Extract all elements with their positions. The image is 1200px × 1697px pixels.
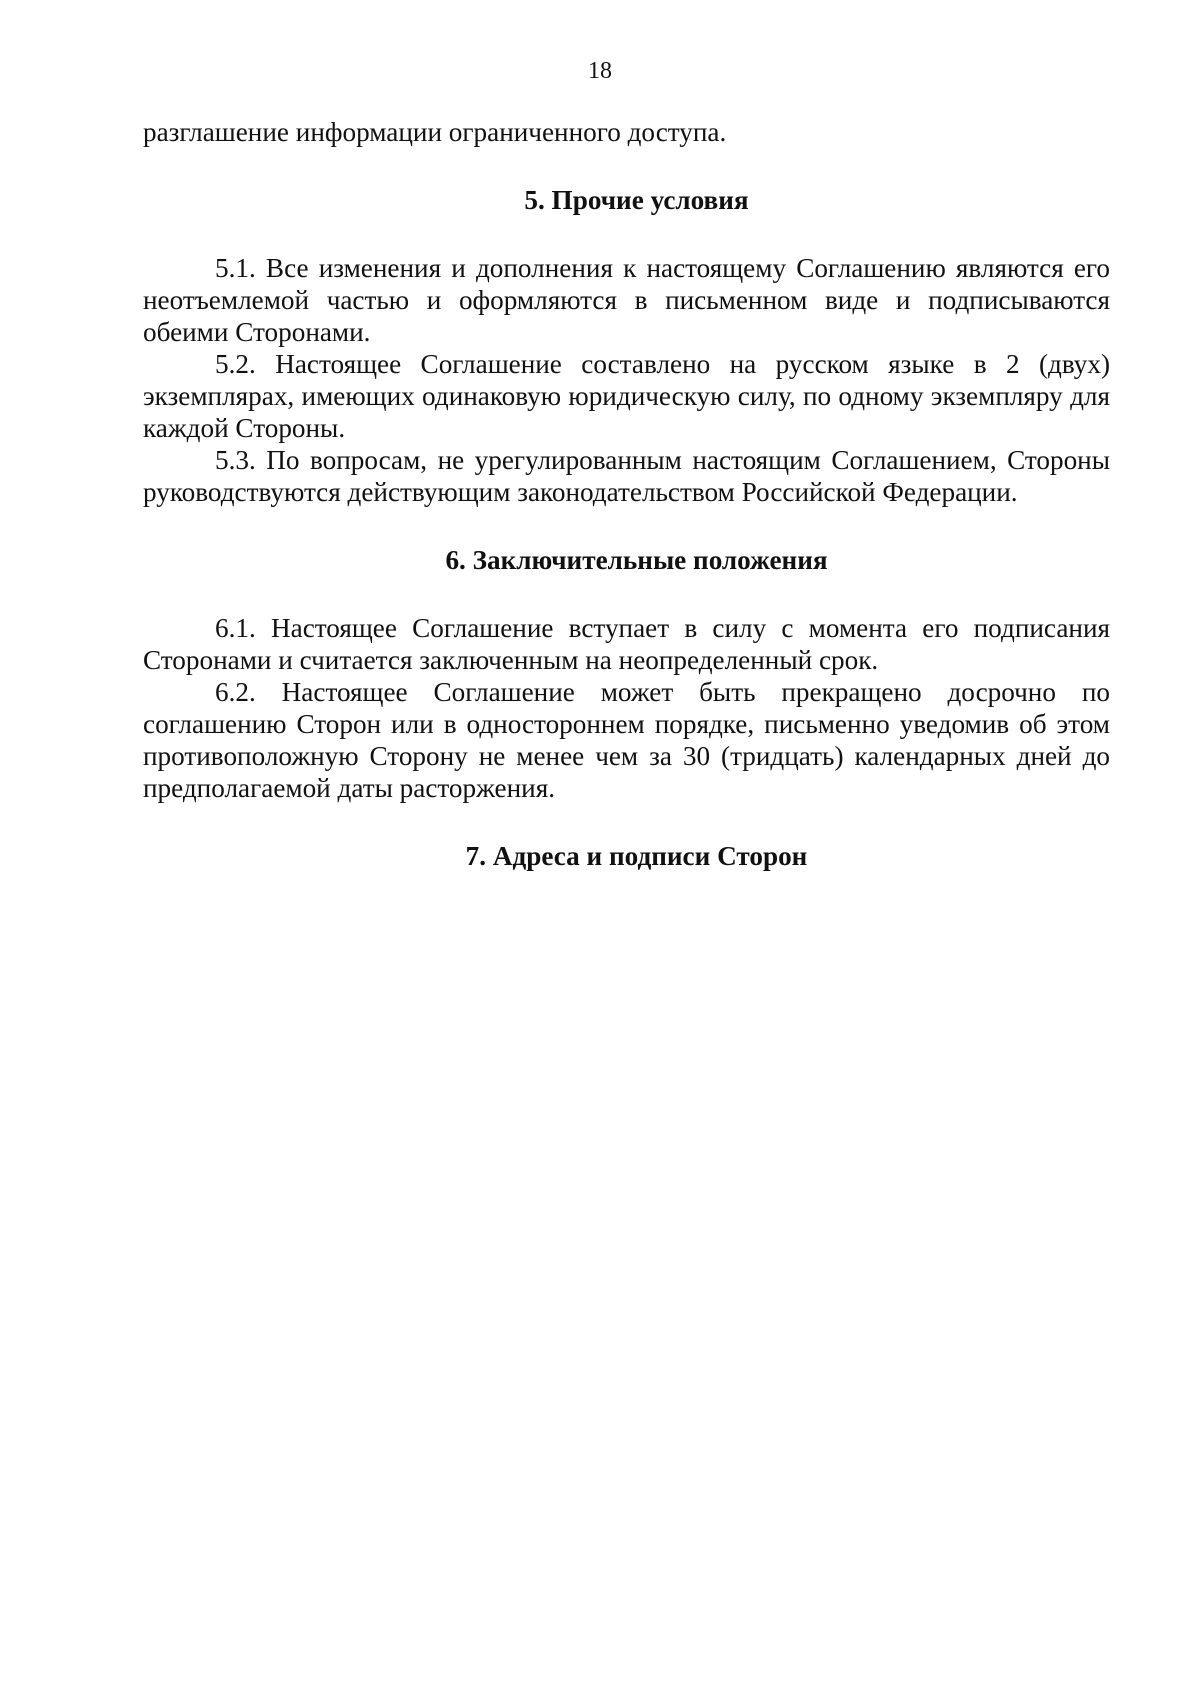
section-heading-6: 6. Заключительные положения (445, 545, 828, 575)
paragraph-6-2: 6.2. Настоящее Соглашение может быть прекращено досрочно по соглашению Сторон или в одностороннем порядке, письменно уведомив об этом противоположную Сторону не менее чем за 30 (тридцать) календарных дней до предполагаемой даты расторжения. (143, 677, 1110, 803)
lead-paragraph: разглашение информации ограниченного доступа. (143, 117, 727, 147)
paragraph-5-2: 5.2. Настоящее Соглашение составлено на русском языке в 2 (двух) экземплярах, имеющих одинаковую юридическую силу, по одному экземпляру для каждой Стороны. (143, 349, 1110, 443)
paragraph-5-3: 5.3. По вопросам, не урегулированным настоящим Соглашением, Стороны руководствуются действующим законодательством Российской Федерации. (143, 445, 1110, 507)
paragraph-5-1: 5.1. Все изменения и дополнения к настоящему Соглашению являются его неотъемлемой частью и оформляются в письменном виде и подписываются обеими Сторонами. (143, 253, 1110, 347)
section-heading-7: 7. Адреса и подписи Сторон (465, 841, 808, 871)
page-number: 18 (588, 58, 612, 84)
section-heading-5: 5. Прочие условия (524, 185, 749, 215)
document-body (143, 116, 1110, 872)
paragraph-6-1: 6.1. Настоящее Соглашение вступает в силу с момента его подписания Сторонами и считается заключенным на неопределенный срок. (143, 613, 1110, 675)
